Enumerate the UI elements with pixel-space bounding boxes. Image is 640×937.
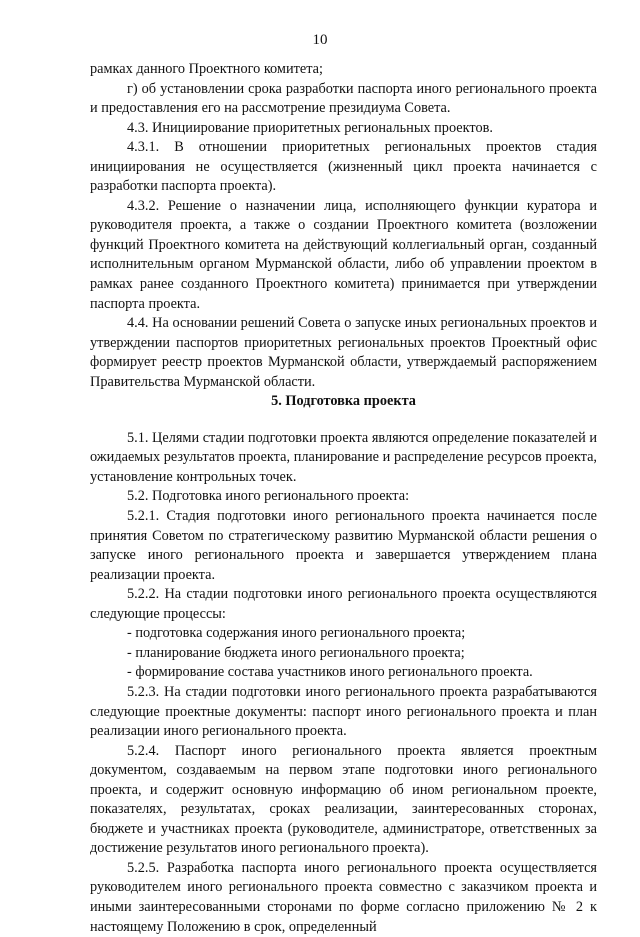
paragraph: 4.3.2. Решение о назначении лица, исполняющего функции куратора и руководителя проекта, а также о создании Проектного комитета (возложении функций Проектного комитета на действующий коллегиальный орган, созданный исполнительным органом Мурманской области, либо об управлении проектом в рамках ранее созданного Проектного комитета) принимается при утверждении паспорта проекта. [90, 197, 597, 312]
paragraph: 5.2.4. Паспорт иного регионального проекта является проектным документом, создаваемым на первом этапе подготовки иного регионального проекта, и содержит основную информацию об ином региональном проекте, показателях, результатах, сроках реализации, заинтересованных сторонах, бюджете и участниках проекта (руководителе, администраторе, ответственных за достижение результатов иного регионального проекта). [90, 742, 597, 857]
paragraph: рамках данного Проектного комитета; [90, 61, 323, 77]
paragraph: 4.3.1. В отношении приоритетных региональных проектов стадия инициирования не осуществляется (жизненный цикл проекта начинается с разработки паспорта проекта). [90, 139, 597, 195]
paragraph: 5.2.1. Стадия подготовки иного регионального проекта начинается после принятия Советом по стратегическому развитию Мурманской области решения о запуске иного регионального проекта и завершается утверждением плана реализации проекта. [90, 508, 597, 583]
paragraph: 5.2. Подготовка иного регионального проекта: [127, 488, 410, 505]
paragraph: 5.2.2. На стадии подготовки иного регионального проекта осуществляются следующие процессы: [90, 586, 597, 622]
document-body [90, 60, 597, 937]
paragraph: 4.4. На основании решений Совета о запуске иных региональных проектов и утверждении паспортов приоритетных региональных проектов Проектный офис формирует реестр проектов Мурманской области, утверждаемый распоряжением Правительства Мурманской области. [90, 315, 597, 390]
paragraph: 5.1. Целями стадии подготовки проекта являются определение показателей и ожидаемых результатов проекта, планирование и распределение ресурсов проекта, установление контрольных точек. [90, 429, 597, 485]
section-heading: 5. Подготовка проекта [271, 393, 416, 410]
paragraph: 5.2.3. На стадии подготовки иного регионального проекта разрабатываются следующие проектные документы: паспорт иного регионального проекта и план реализации иного регионального проекта. [90, 683, 597, 740]
page-number: 10 [312, 32, 328, 48]
list-item: - планирование бюджета иного регионального проекта; [127, 644, 465, 661]
paragraph: 5.2.5. Разработка паспорта иного регионального проекта осуществляется руководителем иного регионального проекта совместно с заказчиком проекта и иными заинтересованными сторонами по форме согласно приложению № 2 к настоящему Положению в срок, определенный [90, 859, 597, 935]
paragraph: 4.3. Инициирование приоритетных региональных проектов. [127, 119, 493, 136]
list-item: - формирование состава участников иного регионального проекта. [127, 664, 533, 681]
list-item: - подготовка содержания иного регионального проекта; [127, 625, 466, 642]
paragraph: г) об установлении срока разработки паспорта иного регионального проекта и предоставления его на рассмотрение президиума Совета. [90, 80, 597, 117]
